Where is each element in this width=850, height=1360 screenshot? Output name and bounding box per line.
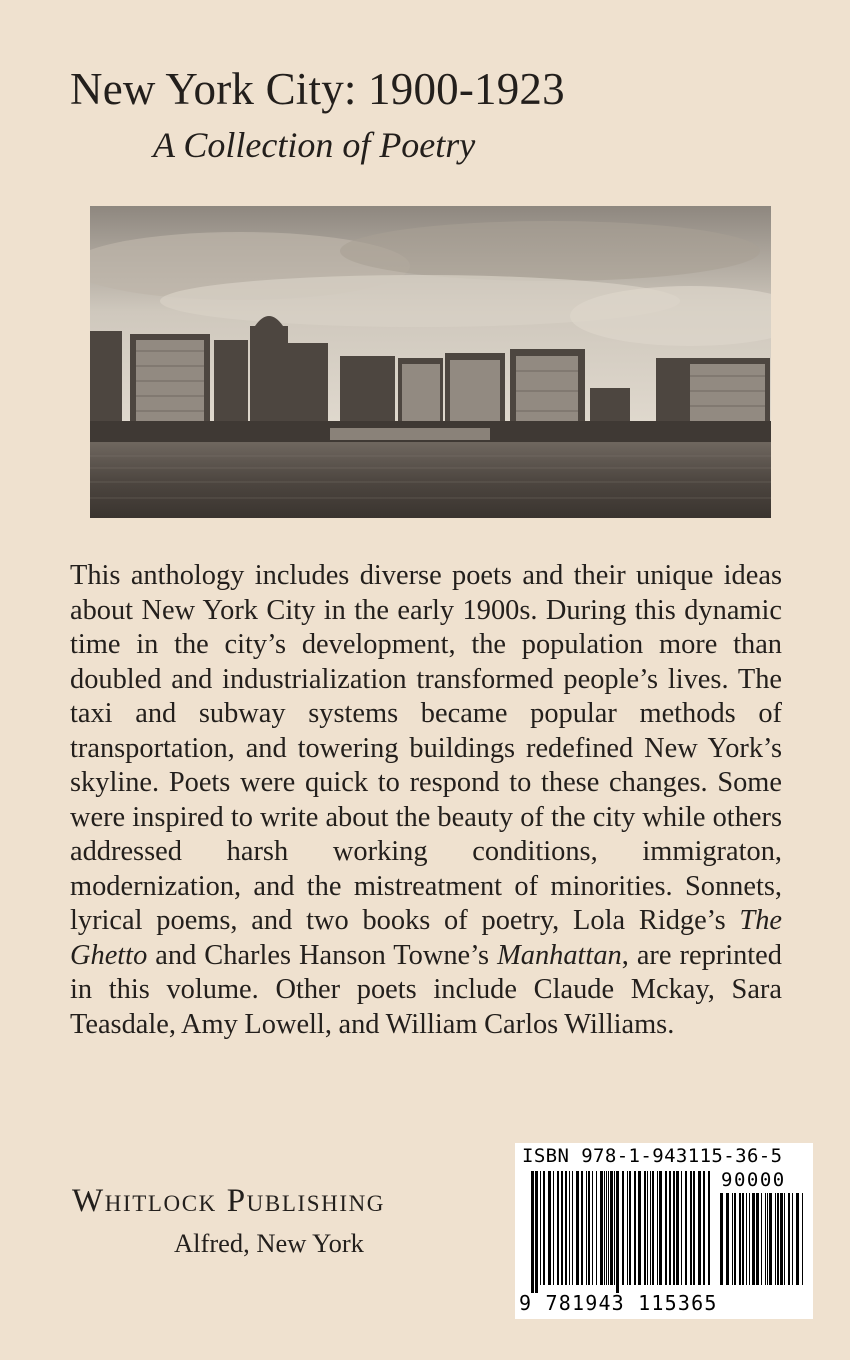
barcode-bar [746, 1193, 747, 1285]
barcode-bar [627, 1171, 628, 1285]
barcode-bar [765, 1193, 766, 1285]
description-part-2: and Charles Hanson Towne’s [147, 939, 498, 971]
barcode-bar [616, 1171, 619, 1293]
barcode-bar [742, 1193, 744, 1285]
barcode-bar [698, 1171, 701, 1285]
description-part-3: , are reprinted in this volume. Other poets include Claude Mckay, Sara Teasdale, Amy Lowell, and William Carlos Williams. [70, 939, 782, 1040]
barcode-bar [665, 1171, 667, 1285]
barcode-bar [739, 1193, 741, 1285]
book-subtitle: A Collection of Poetry [153, 125, 476, 165]
barcode-bar [792, 1193, 793, 1285]
barcode-bar [600, 1171, 603, 1285]
description-part-1: This anthology includes diverse poets and their unique ideas about New York City in the early 1900s. During this dynamic time in the city’s development, the population more than doubled and industrialization transformed people’s lives. The taxi and subway systems became popular methods of transportation, and towering buildings redefined New York’s skyline. Poets were quick to respond to these changes. Some were inspired to write about the beauty of the city while others addressed harsh working conditions, immigraton, modernization, and the mistreatment of minorities. Sonnets, lyrical poems, and two books of poetry, Lola Ridge’s [70, 560, 782, 936]
barcode-bar [708, 1171, 710, 1285]
barcode-bar [802, 1193, 803, 1285]
barcode-bar [788, 1193, 790, 1285]
isbn-label: ISBN 978-1-943115-36-5 [522, 1145, 783, 1167]
book-title-the-ghetto: The Ghetto [70, 905, 782, 971]
barcode-bar [669, 1171, 671, 1285]
barcode-bar [581, 1171, 583, 1285]
barcode-bar [644, 1171, 646, 1285]
barcode-bar [732, 1193, 733, 1285]
addon-barcode-bars [718, 1193, 806, 1293]
barcode-bar [596, 1171, 597, 1285]
barcode-bar [561, 1171, 563, 1285]
barcode-bar [756, 1193, 759, 1285]
barcode-bar [638, 1171, 641, 1285]
book-description [70, 559, 782, 1042]
barcode-bar [543, 1171, 545, 1285]
barcode-bar [588, 1171, 590, 1285]
barcode-bar [769, 1193, 772, 1285]
ean-barcode-bars [529, 1171, 715, 1293]
barcode-bar [576, 1171, 579, 1285]
barcode-bar [796, 1193, 799, 1285]
barcode-bar [629, 1171, 631, 1285]
barcode-bar [557, 1171, 559, 1285]
barcode-bar [690, 1171, 692, 1285]
barcode-bar [553, 1171, 554, 1285]
skyline-photo [90, 206, 771, 518]
publisher-location: Alfred, New York [174, 1228, 364, 1258]
barcode-bar [634, 1171, 636, 1285]
barcode-bar [720, 1193, 723, 1285]
barcode-bar [586, 1171, 587, 1285]
barcode-bar [548, 1171, 551, 1285]
barcode-bar [650, 1171, 651, 1285]
barcode-bar [767, 1193, 768, 1285]
barcode-bar [657, 1171, 658, 1285]
barcode-bar [652, 1171, 654, 1285]
barcode-bar [784, 1193, 785, 1285]
barcode-bar [761, 1193, 762, 1285]
skyline-photo-icon [90, 206, 771, 518]
barcode-bar [610, 1171, 613, 1285]
barcode-bar [608, 1171, 609, 1285]
barcode-bar [647, 1171, 648, 1285]
barcode-bar [604, 1171, 605, 1285]
barcode-bar [531, 1171, 534, 1293]
book-title-manhattan: Manhattan [497, 939, 622, 971]
barcode-bar [734, 1193, 736, 1285]
barcode-bar [726, 1193, 729, 1285]
barcode-bar [685, 1171, 687, 1285]
barcode-bar [572, 1171, 573, 1285]
barcode-bar [535, 1171, 538, 1293]
barcode-bar [622, 1171, 624, 1285]
barcode-bar [592, 1171, 593, 1285]
barcode-bar [565, 1171, 567, 1285]
barcode-bar [540, 1171, 541, 1285]
isbn-barcode [515, 1143, 813, 1319]
barcode-bar [673, 1171, 675, 1285]
barcode-bar [777, 1193, 779, 1285]
publisher-name: Whitlock Publishing [72, 1183, 386, 1219]
price-code: 90000 [721, 1169, 786, 1191]
barcode-bar [606, 1171, 607, 1285]
barcode-bar [780, 1193, 783, 1285]
barcode-bar [749, 1193, 750, 1285]
barcode-bar [681, 1171, 682, 1285]
barcode-bar [703, 1171, 705, 1285]
barcode-bar [569, 1171, 570, 1285]
book-title: New York City: 1900-1923 [70, 64, 565, 114]
barcode-bar [614, 1171, 615, 1285]
barcode-digits: 9 781943 115365 [519, 1291, 718, 1315]
barcode-bar [752, 1193, 755, 1285]
barcode-bar [676, 1171, 679, 1285]
barcode-bar [659, 1171, 662, 1285]
barcode-bar [775, 1193, 776, 1285]
barcode-bar [693, 1171, 695, 1285]
